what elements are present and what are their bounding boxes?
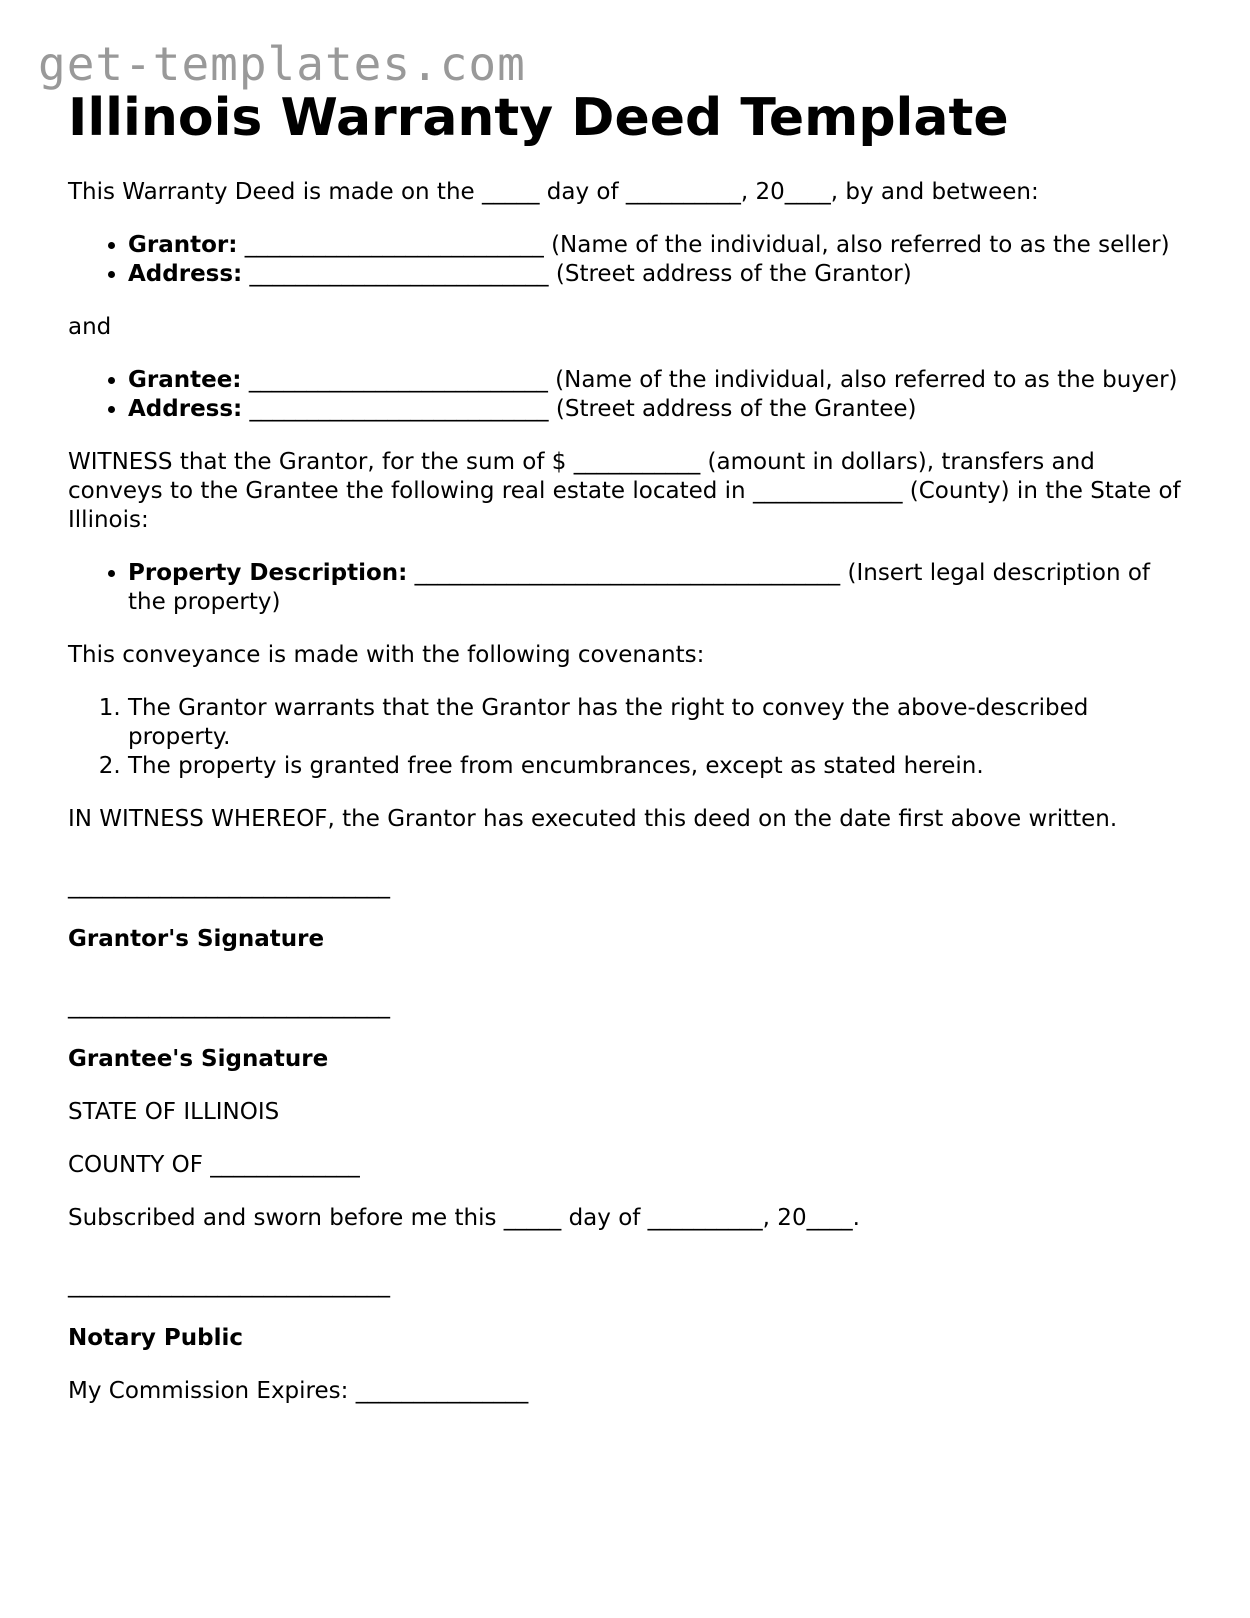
subscribed-line: Subscribed and sworn before me this _____ day of __________, 20____.	[68, 1205, 860, 1231]
grantee-list	[68, 366, 1183, 424]
in-witness-paragraph: IN WITNESS WHEREOF, the Grantor has executed this deed on the date first above written.	[68, 806, 1118, 832]
state-line: STATE OF ILLINOIS	[68, 1099, 280, 1125]
grantor-signature-line: ____________________________	[68, 873, 390, 899]
grantee-name-item	[128, 366, 1183, 395]
grantee-signature-label: Grantee's Signature	[68, 1046, 329, 1072]
grantor-name-item	[128, 231, 1183, 260]
covenant-item: 1. The Grantor warrants that the Grantor has the right to convey the above-described property.	[128, 694, 1183, 752]
property-label: Property Description:	[128, 560, 408, 586]
and-text: and	[68, 314, 112, 340]
grantor-address-item	[128, 260, 1183, 289]
grantor-name-field: __________________________ (Name of the individual, also referred to as the seller)	[237, 232, 1170, 258]
grantor-address-field: __________________________ (Street address of the Grantor)	[242, 261, 912, 287]
page-title: Illinois Warranty Deed Template	[68, 88, 1009, 148]
witness-paragraph: WITNESS that the Grantor, for the sum of $ ___________ (amount in dollars), transfers and conveys to the Grantee the following real estate located in _____________ (County) in the State of Illinois:	[68, 449, 1181, 533]
county-line: COUNTY OF _____________	[68, 1152, 360, 1178]
property-description-item	[128, 559, 1183, 617]
grantee-address-field: __________________________ (Street address of the Grantee)	[242, 396, 917, 422]
commission-line: My Commission Expires: _______________	[68, 1378, 529, 1404]
grantee-address-label: Address:	[128, 396, 243, 422]
grantor-address-label: Address:	[128, 261, 243, 287]
grantee-name-field: __________________________ (Name of the individual, also referred to as the buyer)	[241, 367, 1178, 393]
property-list	[68, 559, 1183, 617]
covenants-list	[68, 694, 1183, 781]
covenants-intro: This conveyance is made with the following covenants:	[68, 642, 705, 668]
document-body	[68, 88, 1183, 1430]
notary-signature-line: ____________________________	[68, 1272, 390, 1298]
grantee-label: Grantee:	[128, 367, 242, 393]
grantor-label: Grantor:	[128, 232, 238, 258]
grantee-address-item	[128, 395, 1183, 424]
intro-paragraph: This Warranty Deed is made on the _____ day of __________, 20____, by and between:	[68, 179, 1039, 205]
covenant-item: 2. The property is granted free from encumbrances, except as stated herein.	[128, 752, 1183, 781]
grantor-list	[68, 231, 1183, 289]
property-field: _____________________________________ (Insert legal description of the property)	[128, 560, 1151, 615]
grantee-signature-line: ____________________________	[68, 993, 390, 1019]
watermark: get-templates.com	[38, 37, 526, 91]
grantor-signature-label: Grantor's Signature	[68, 926, 325, 952]
notary-label: Notary Public	[68, 1325, 244, 1351]
